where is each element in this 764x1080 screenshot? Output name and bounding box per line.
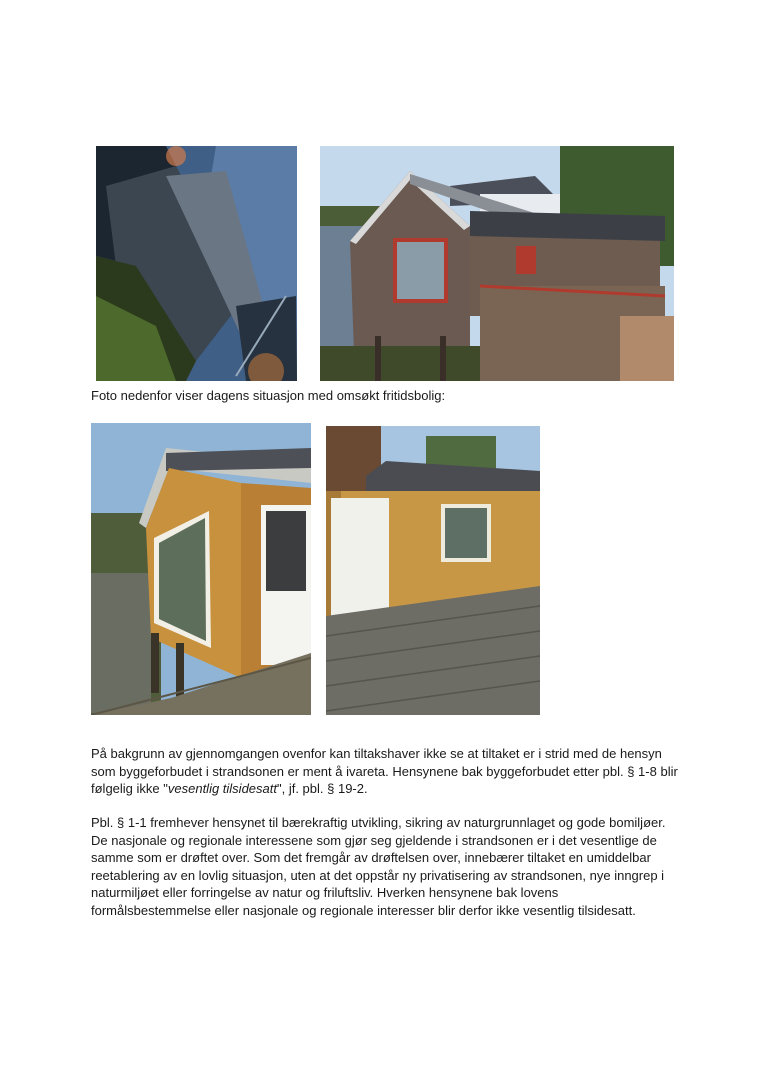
paragraph-assessment-ending: ", jf. pbl. § 19-2. — [277, 781, 368, 797]
photo-caption: Foto nedenfor viser dagens situasjon med omsøkt fritidsbolig: — [91, 388, 446, 403]
photo-aerial-roof-view — [96, 146, 297, 381]
paragraph-assessment — [91, 745, 681, 798]
photo-new-cabin-corner — [91, 423, 311, 715]
photo-previous-cabin — [320, 146, 674, 381]
paragraph-assessment-emphasis: vesentlig tilsidesatt — [167, 781, 277, 797]
photo-new-cabin-side — [326, 426, 540, 715]
paragraph-pbl-1-1: Pbl. § 1-1 fremhever hensynet til bærekraftig utvikling, sikring av naturgrunnlaget og gode bomiljøer. De nasjonale og regionale interessene som gjør seg gjeldende i strandsonen er i det vesentlige de samme som er drøftet over. Som det fremgår av drøftelsen over, innebærer tiltaket en umiddelbar reetablering av en lovlig situasjon, uten at det oppstår ny privatisering av strandsonen, nye inngrep i naturmiljøet eller forringelse av natur og friluftsliv. Hverken hensynene bak lovens formålsbestemmelse eller nasjonale og regionale interesser blir derfor ikke vesentlig tilsidesatt. — [91, 815, 666, 918]
paragraph-assessment-text: På bakgrunn av gjennomgangen ovenfor kan tiltakshaver ikke se at tiltaket er i strid med de hensyn som byggeforbudet i strandsonen er ment å ivareta. Hensynene bak byggeforbudet etter pbl. § 1-8 blir følgelig ikke " — [91, 746, 678, 797]
